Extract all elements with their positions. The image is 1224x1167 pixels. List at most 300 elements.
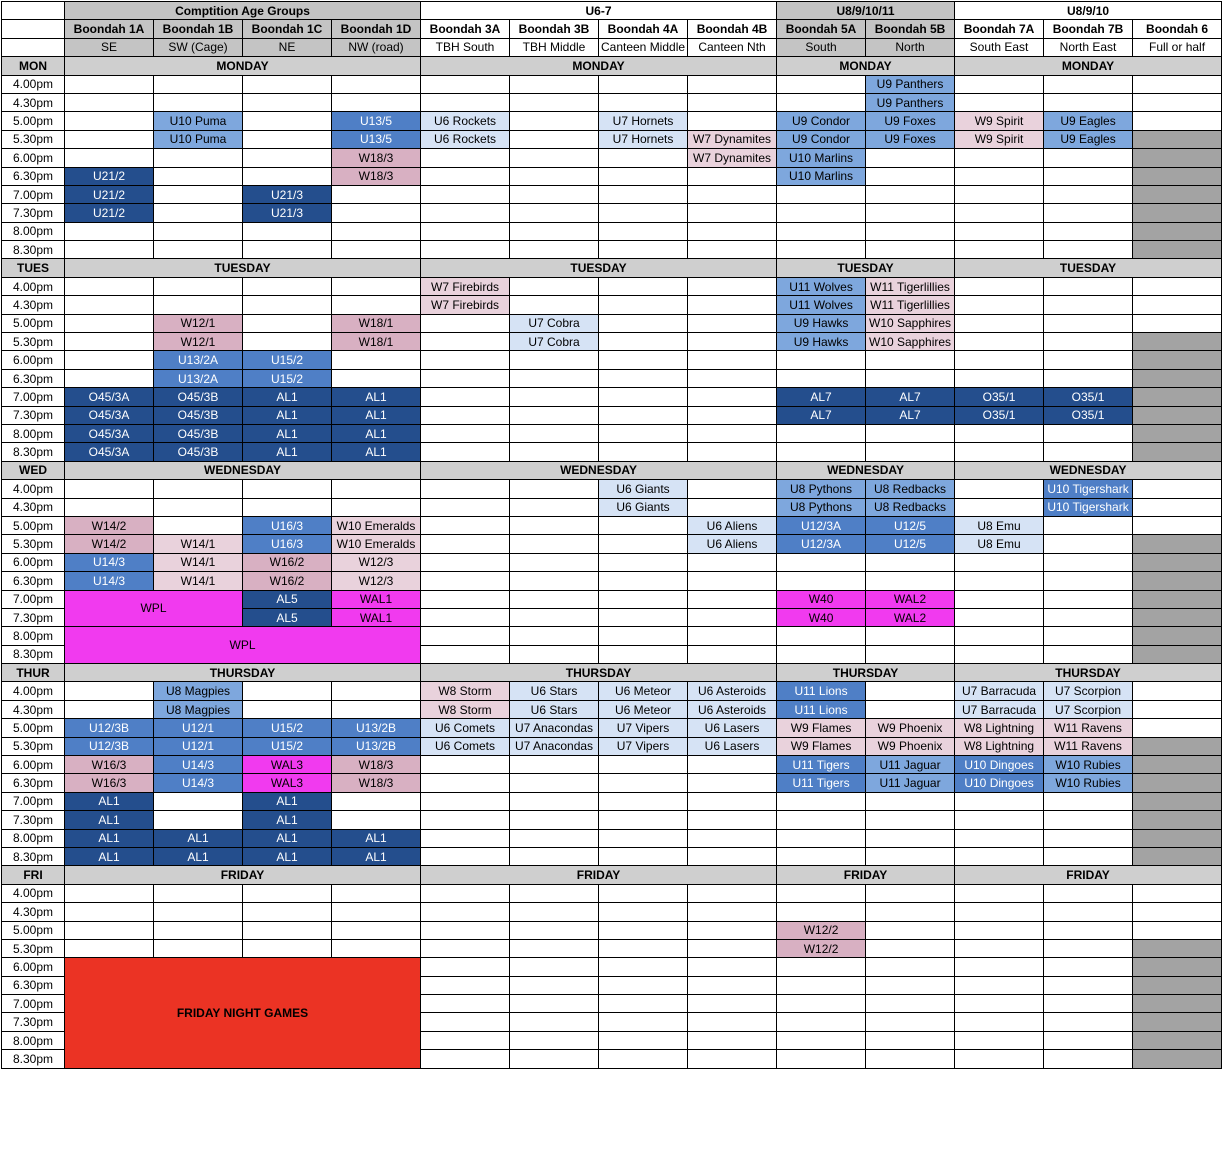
- empty-slot: [688, 443, 777, 461]
- empty-slot: [1133, 700, 1222, 718]
- empty-slot: [599, 1013, 688, 1031]
- booking-cell: W10 Emeralds: [332, 516, 421, 534]
- unavailable-cell: [1133, 424, 1222, 442]
- empty-slot: [243, 277, 332, 295]
- booking-cell: U14/3: [65, 553, 154, 571]
- booking-cell: U9 Eagles: [1044, 112, 1133, 130]
- empty-slot: [154, 296, 243, 314]
- empty-slot: [688, 627, 777, 645]
- empty-slot: [777, 829, 866, 847]
- booking-cell: WAL3: [243, 774, 332, 792]
- time-slot-row: [2, 277, 1222, 295]
- empty-slot: [599, 811, 688, 829]
- time-label: 7.00pm: [2, 995, 65, 1013]
- empty-slot: [332, 369, 421, 387]
- group-u8-10: U8/9/10: [955, 2, 1222, 20]
- booking-cell: U12/3A: [777, 535, 866, 553]
- booking-cell: AL1: [332, 829, 421, 847]
- field-name: Boondah 5A: [777, 20, 866, 38]
- empty-slot: [421, 388, 510, 406]
- day-abbreviation: WED: [2, 461, 65, 479]
- day-header-row: [2, 866, 1222, 884]
- empty-slot: [421, 847, 510, 865]
- empty-slot: [510, 204, 599, 222]
- empty-slot: [154, 167, 243, 185]
- booking-cell: AL5: [243, 590, 332, 608]
- booking-cell: AL1: [332, 388, 421, 406]
- booking-cell: O45/3B: [154, 406, 243, 424]
- day-abbreviation: FRI: [2, 866, 65, 884]
- booking-cell: U11 Jaguar: [866, 774, 955, 792]
- booking-cell: U7 Hornets: [599, 112, 688, 130]
- time-label: 7.00pm: [2, 388, 65, 406]
- unavailable-cell: [1133, 939, 1222, 957]
- booking-cell: U12/1: [154, 719, 243, 737]
- booking-cell: W12/1: [154, 333, 243, 351]
- time-label: 6.00pm: [2, 756, 65, 774]
- booking-cell: U9 Condor: [777, 130, 866, 148]
- empty-slot: [955, 1031, 1044, 1049]
- time-slot-row: [2, 167, 1222, 185]
- empty-slot: [1044, 1031, 1133, 1049]
- day-name-u8-11: THURSDAY: [777, 664, 955, 682]
- empty-slot: [599, 1031, 688, 1049]
- time-slot-row: [2, 241, 1222, 259]
- field-location: Full or half: [1133, 38, 1222, 56]
- empty-slot: [599, 424, 688, 442]
- booking-cell: W9 Flames: [777, 719, 866, 737]
- booking-cell: AL1: [65, 811, 154, 829]
- unavailable-cell: [1133, 130, 1222, 148]
- booking-cell: W18/3: [332, 149, 421, 167]
- booking-cell: U11 Wolves: [777, 277, 866, 295]
- unavailable-cell: [1133, 351, 1222, 369]
- empty-slot: [154, 921, 243, 939]
- booking-cell: W7 Dynamites: [688, 130, 777, 148]
- day-name-u8-10: MONDAY: [955, 57, 1222, 75]
- empty-slot: [65, 277, 154, 295]
- unavailable-cell: [1133, 995, 1222, 1013]
- empty-slot: [866, 792, 955, 810]
- day-name-u6-7: TUESDAY: [421, 259, 777, 277]
- empty-slot: [510, 516, 599, 534]
- booking-cell: WAL2: [866, 590, 955, 608]
- time-label: 5.00pm: [2, 719, 65, 737]
- empty-slot: [421, 829, 510, 847]
- booking-cell: U9 Foxes: [866, 112, 955, 130]
- empty-slot: [688, 756, 777, 774]
- empty-slot: [599, 756, 688, 774]
- empty-slot: [1044, 995, 1133, 1013]
- empty-slot: [688, 351, 777, 369]
- empty-slot: [955, 792, 1044, 810]
- time-label: 7.30pm: [2, 1013, 65, 1031]
- booking-cell: U7 Cobra: [510, 314, 599, 332]
- booking-cell: U12/3B: [65, 737, 154, 755]
- empty-slot: [421, 995, 510, 1013]
- empty-slot: [154, 498, 243, 516]
- empty-slot: [65, 130, 154, 148]
- empty-slot: [243, 167, 332, 185]
- booking-cell: W18/1: [332, 333, 421, 351]
- empty-slot: [332, 277, 421, 295]
- empty-slot: [866, 1013, 955, 1031]
- empty-slot: [955, 241, 1044, 259]
- time-label: 5.00pm: [2, 314, 65, 332]
- empty-slot: [599, 296, 688, 314]
- booking-cell: WAL3: [243, 756, 332, 774]
- empty-slot: [332, 204, 421, 222]
- empty-slot: [65, 222, 154, 240]
- group-header-row: [2, 2, 1222, 20]
- day-name-u8-11: TUESDAY: [777, 259, 955, 277]
- field-location: Canteen Nth: [688, 38, 777, 56]
- booking-cell: O45/3B: [154, 443, 243, 461]
- empty-slot: [599, 553, 688, 571]
- booking-cell: U6 Stars: [510, 700, 599, 718]
- time-slot-row: [2, 903, 1222, 921]
- time-slot-row: [2, 939, 1222, 957]
- empty-slot: [866, 903, 955, 921]
- empty-slot: [866, 627, 955, 645]
- time-label: 8.00pm: [2, 829, 65, 847]
- empty-slot: [1044, 792, 1133, 810]
- unavailable-cell: [1133, 388, 1222, 406]
- unavailable-cell: [1133, 333, 1222, 351]
- empty-slot: [688, 995, 777, 1013]
- empty-slot: [510, 388, 599, 406]
- time-slot-row: [2, 93, 1222, 111]
- empty-slot: [65, 480, 154, 498]
- booking-cell: W40: [777, 590, 866, 608]
- empty-slot: [510, 939, 599, 957]
- time-label: 5.30pm: [2, 535, 65, 553]
- unavailable-cell: [1133, 241, 1222, 259]
- empty-slot: [1044, 939, 1133, 957]
- empty-slot: [510, 1050, 599, 1068]
- booking-cell: U6 Aliens: [688, 516, 777, 534]
- empty-slot: [688, 774, 777, 792]
- empty-slot: [1044, 572, 1133, 590]
- time-label: 4.00pm: [2, 480, 65, 498]
- empty-slot: [1044, 149, 1133, 167]
- booking-cell: U10 Marlins: [777, 149, 866, 167]
- empty-slot: [955, 590, 1044, 608]
- booking-cell: AL1: [332, 847, 421, 865]
- empty-slot: [599, 774, 688, 792]
- time-slot-row: [2, 921, 1222, 939]
- empty-slot: [599, 847, 688, 865]
- empty-slot: [1044, 222, 1133, 240]
- empty-slot: [955, 995, 1044, 1013]
- empty-slot: [1044, 1050, 1133, 1068]
- empty-slot: [777, 572, 866, 590]
- empty-slot: [332, 351, 421, 369]
- empty-slot: [599, 1050, 688, 1068]
- unavailable-cell: [1133, 443, 1222, 461]
- empty-slot: [332, 792, 421, 810]
- booking-cell: AL1: [243, 443, 332, 461]
- empty-slot: [866, 424, 955, 442]
- booking-cell: U7 Anacondas: [510, 737, 599, 755]
- time-label: 8.30pm: [2, 847, 65, 865]
- booking-cell: U12/5: [866, 516, 955, 534]
- booking-cell: U7 Vipers: [599, 719, 688, 737]
- empty-slot: [1044, 185, 1133, 203]
- empty-slot: [1133, 682, 1222, 700]
- empty-slot: [599, 590, 688, 608]
- empty-slot: [688, 498, 777, 516]
- empty-slot: [955, 829, 1044, 847]
- unavailable-cell: [1133, 1031, 1222, 1049]
- empty-slot: [688, 167, 777, 185]
- field-name: Boondah 4A: [599, 20, 688, 38]
- time-label: 5.30pm: [2, 333, 65, 351]
- booking-cell: W10 Sapphires: [866, 314, 955, 332]
- field-name-row: [2, 20, 1222, 38]
- booking-cell: AL1: [65, 829, 154, 847]
- time-slot-row: [2, 443, 1222, 461]
- empty-slot: [243, 93, 332, 111]
- field-name: Boondah 1A: [65, 20, 154, 38]
- empty-slot: [1044, 516, 1133, 534]
- empty-slot: [599, 645, 688, 663]
- empty-slot: [243, 149, 332, 167]
- time-slot-row: [2, 388, 1222, 406]
- empty-slot: [688, 112, 777, 130]
- booking-cell: U6 Giants: [599, 498, 688, 516]
- time-label: 4.00pm: [2, 277, 65, 295]
- field-name: Boondah 3A: [421, 20, 510, 38]
- time-slot-row: [2, 424, 1222, 442]
- booking-cell: O35/1: [955, 388, 1044, 406]
- booking-cell: U14/3: [154, 774, 243, 792]
- booking-cell: U13/5: [332, 112, 421, 130]
- empty-slot: [1044, 811, 1133, 829]
- empty-slot: [777, 443, 866, 461]
- empty-slot: [421, 185, 510, 203]
- booking-cell: U9 Hawks: [777, 314, 866, 332]
- empty-slot: [866, 645, 955, 663]
- empty-slot: [1133, 480, 1222, 498]
- booking-cell: U9 Panthers: [866, 75, 955, 93]
- field-location: SE: [65, 38, 154, 56]
- unavailable-cell: [1133, 535, 1222, 553]
- empty-slot: [421, 1050, 510, 1068]
- empty-slot: [154, 204, 243, 222]
- unavailable-cell: [1133, 1013, 1222, 1031]
- empty-slot: [1044, 424, 1133, 442]
- booking-cell: U16/3: [243, 516, 332, 534]
- time-slot-row: [2, 572, 1222, 590]
- empty-slot: [65, 903, 154, 921]
- empty-slot: [777, 884, 866, 902]
- time-label: 6.30pm: [2, 572, 65, 590]
- empty-slot: [1044, 333, 1133, 351]
- empty-slot: [955, 204, 1044, 222]
- empty-slot: [510, 921, 599, 939]
- booking-cell: W9 Spirit: [955, 112, 1044, 130]
- empty-slot: [510, 277, 599, 295]
- empty-slot: [510, 829, 599, 847]
- unavailable-cell: [1133, 167, 1222, 185]
- empty-slot: [1044, 903, 1133, 921]
- empty-slot: [955, 903, 1044, 921]
- time-label: 5.00pm: [2, 112, 65, 130]
- empty-slot: [243, 222, 332, 240]
- empty-slot: [955, 884, 1044, 902]
- empty-slot: [599, 958, 688, 976]
- empty-slot: [777, 204, 866, 222]
- time-label: 7.30pm: [2, 406, 65, 424]
- empty-slot: [510, 351, 599, 369]
- empty-slot: [688, 241, 777, 259]
- time-label: 4.30pm: [2, 296, 65, 314]
- booking-cell: W16/3: [65, 774, 154, 792]
- booking-cell: U12/3B: [65, 719, 154, 737]
- field-name: Boondah 3B: [510, 20, 599, 38]
- empty-slot: [332, 75, 421, 93]
- empty-slot: [65, 75, 154, 93]
- empty-slot: [510, 167, 599, 185]
- empty-slot: [421, 222, 510, 240]
- unavailable-cell: [1133, 737, 1222, 755]
- empty-slot: [955, 167, 1044, 185]
- time-label: 6.00pm: [2, 351, 65, 369]
- empty-slot: [154, 185, 243, 203]
- field-location: TBH South: [421, 38, 510, 56]
- empty-slot: [599, 976, 688, 994]
- empty-slot: [599, 204, 688, 222]
- empty-slot: [1133, 75, 1222, 93]
- empty-slot: [421, 939, 510, 957]
- day-header-row: [2, 461, 1222, 479]
- empty-slot: [421, 480, 510, 498]
- empty-slot: [866, 553, 955, 571]
- empty-slot: [688, 921, 777, 939]
- booking-cell: AL1: [243, 792, 332, 810]
- booking-cell: U10 Marlins: [777, 167, 866, 185]
- booking-cell: O35/1: [1044, 388, 1133, 406]
- empty-slot: [955, 222, 1044, 240]
- booking-cell: U6 Lasers: [688, 737, 777, 755]
- booking-cell: U21/2: [65, 167, 154, 185]
- booking-cell: U6 Rockets: [421, 112, 510, 130]
- empty-slot: [866, 149, 955, 167]
- empty-slot: [1133, 921, 1222, 939]
- booking-cell: U12/5: [866, 535, 955, 553]
- booking-cell: U13/2B: [332, 719, 421, 737]
- booking-cell: W10 Sapphires: [866, 333, 955, 351]
- empty-slot: [510, 369, 599, 387]
- empty-slot: [243, 939, 332, 957]
- empty-slot: [65, 241, 154, 259]
- empty-slot: [154, 516, 243, 534]
- empty-slot: [688, 903, 777, 921]
- booking-cell: W7 Firebirds: [421, 296, 510, 314]
- unavailable-cell: [1133, 185, 1222, 203]
- time-slot-row: [2, 480, 1222, 498]
- day-name-competition: TUESDAY: [65, 259, 421, 277]
- empty-slot: [599, 241, 688, 259]
- empty-slot: [1133, 719, 1222, 737]
- empty-slot: [777, 903, 866, 921]
- day-header-row: [2, 259, 1222, 277]
- empty-slot: [688, 1050, 777, 1068]
- empty-slot: [599, 939, 688, 957]
- empty-slot: [955, 333, 1044, 351]
- field-location: Canteen Middle: [599, 38, 688, 56]
- unavailable-cell: [1133, 369, 1222, 387]
- empty-slot: [688, 222, 777, 240]
- field-name: Boondah 4B: [688, 20, 777, 38]
- empty-slot: [1044, 443, 1133, 461]
- empty-slot: [421, 333, 510, 351]
- empty-slot: [154, 811, 243, 829]
- empty-slot: [955, 498, 1044, 516]
- empty-slot: [421, 369, 510, 387]
- empty-slot: [777, 75, 866, 93]
- empty-slot: [243, 296, 332, 314]
- time-slot-row: [2, 351, 1222, 369]
- empty-slot: [154, 277, 243, 295]
- empty-slot: [688, 204, 777, 222]
- empty-slot: [866, 884, 955, 902]
- empty-slot: [688, 75, 777, 93]
- empty-slot: [65, 93, 154, 111]
- booking-cell: O45/3A: [65, 388, 154, 406]
- empty-slot: [955, 75, 1044, 93]
- empty-slot: [421, 75, 510, 93]
- booking-cell: W16/2: [243, 572, 332, 590]
- empty-slot: [866, 921, 955, 939]
- empty-slot: [688, 572, 777, 590]
- empty-slot: [154, 93, 243, 111]
- empty-slot: [1044, 167, 1133, 185]
- booking-cell: W12/3: [332, 553, 421, 571]
- booking-cell: W18/3: [332, 756, 421, 774]
- booking-cell: U7 Scorpion: [1044, 700, 1133, 718]
- empty-slot: [599, 627, 688, 645]
- booking-cell: WAL1: [332, 590, 421, 608]
- time-label: 6.30pm: [2, 167, 65, 185]
- empty-slot: [510, 608, 599, 626]
- day-name-u6-7: FRIDAY: [421, 866, 777, 884]
- booking-cell: W40: [777, 608, 866, 626]
- day-name-u8-10: TUESDAY: [955, 259, 1222, 277]
- empty-slot: [1044, 277, 1133, 295]
- unavailable-cell: [1133, 608, 1222, 626]
- empty-slot: [421, 958, 510, 976]
- booking-cell: U6 Rockets: [421, 130, 510, 148]
- booking-cell: AL1: [243, 847, 332, 865]
- field-location: NW (road): [332, 38, 421, 56]
- empty-slot: [866, 958, 955, 976]
- unavailable-cell: [1133, 1050, 1222, 1068]
- empty-slot: [65, 112, 154, 130]
- empty-slot: [510, 443, 599, 461]
- empty-slot: [510, 535, 599, 553]
- empty-slot: [332, 222, 421, 240]
- booking-cell: U11 Lions: [777, 700, 866, 718]
- empty-slot: [421, 811, 510, 829]
- empty-slot: [421, 314, 510, 332]
- booking-cell: W14/1: [154, 553, 243, 571]
- empty-slot: [1044, 829, 1133, 847]
- empty-slot: [777, 1031, 866, 1049]
- empty-slot: [955, 572, 1044, 590]
- empty-slot: [510, 241, 599, 259]
